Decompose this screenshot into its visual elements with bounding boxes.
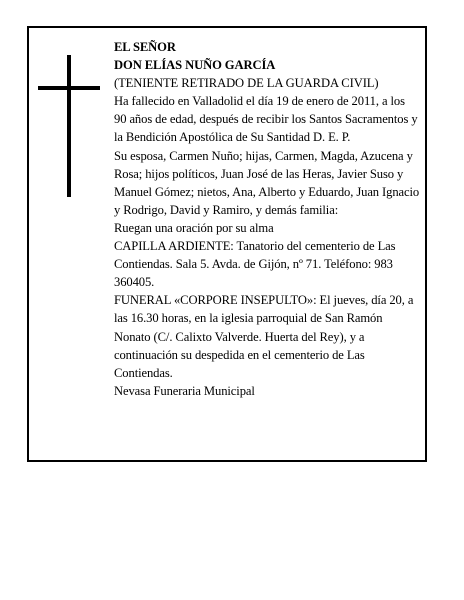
- deceased-rank: (TENIENTE RETIRADO DE LA GUARDA CIVIL): [114, 76, 379, 91]
- deceased-name: DON ELÍAS NUÑO GARCÍA: [114, 58, 276, 73]
- funeral-info: FUNERAL «CORPORE INSEPULTO»: El jueves, día 20, a las 16.30 horas, en la iglesia parroquial de San Ramón Nonato (C/. Calixto Valverde. Huerta del Rey), y a continuación su despedida en el cementerio de Las Contiendas.: [114, 293, 414, 380]
- chapel-info: CAPILLA ARDIENTE: Tanatorio del cementerio de Las Contiendas. Sala 5. Avda. de Gijón, nº 71. Teléfono: 983 360405.: [114, 239, 396, 290]
- cross-icon: [67, 55, 71, 197]
- header-line-1: EL SEÑOR: [114, 40, 176, 54]
- death-announcement: Ha fallecido en Valladolid el día 19 de enero de 2011, a los 90 años de edad, después de recibir los Santos Sacramentos y la Bendición Apostólica de Su Santidad D. E. P.: [114, 94, 418, 145]
- cross-icon-crossbar: [38, 86, 100, 90]
- family-list: Su esposa, Carmen Nuño; hijas, Carmen, Magda, Azucena y Rosa; hijos políticos, Juan José de las Heras, Javier Suso y Manuel Gómez; nietos, Ana, Alberto y Eduardo, Juan Ignacio y Rodrigo, David y Ramiro, y demás familia:: [114, 148, 420, 217]
- obituary-text: [114, 38, 420, 400]
- prayer-request: Ruegan una oración por su alma: [114, 220, 274, 235]
- funeral-home: Nevasa Funeraria Municipal: [114, 383, 255, 398]
